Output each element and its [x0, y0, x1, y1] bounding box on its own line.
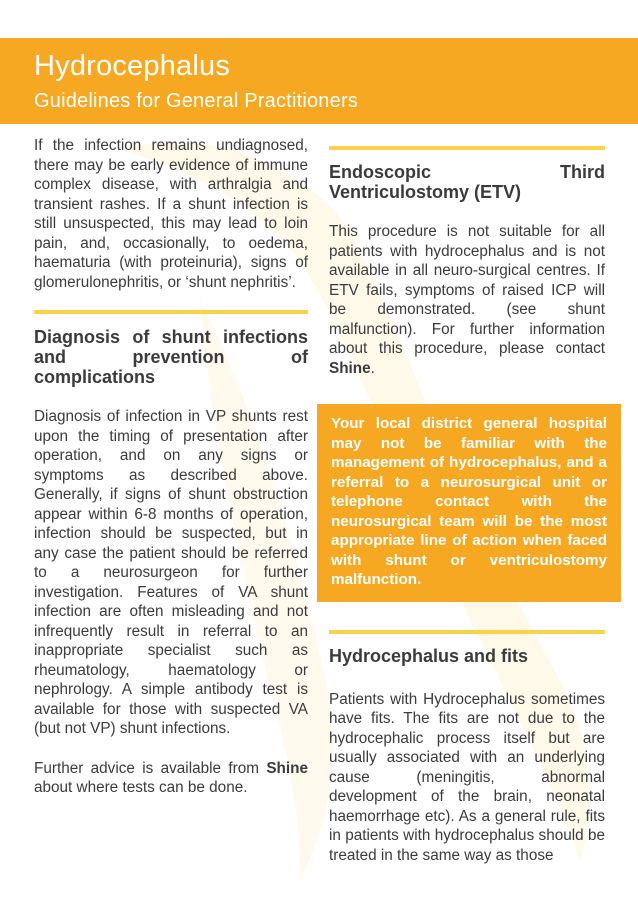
- referral-callout: Your local district general hospital may not be familiar with the management of hydrocephalus, and a referral to a neurosurgical unit or telephone contact with the neurosurgical team will be the most appropriate line of action when faced with shunt or ventriculostomy malfunction.: [317, 404, 621, 602]
- etv-text-end: .: [370, 359, 375, 377]
- fits-heading: Hydrocephalus and fits: [329, 645, 529, 666]
- diagnosis-heading: Diagnosis of shunt infections and prevention of complications: [34, 327, 308, 387]
- etv-text: This procedure is not suitable for all patients with hydrocephalus and is not available in all neuro-surgical centres. If ETV fails, symptoms of raised ICP will be demonstrated. (see shunt malfunction). For further information about this procedure, please contact: [329, 223, 605, 357]
- section-divider: [329, 146, 605, 150]
- shine-link[interactable]: Shine: [266, 759, 308, 777]
- page-title: Hydrocephalus: [34, 50, 231, 82]
- shine-link[interactable]: Shine: [329, 359, 371, 377]
- section-divider: [329, 630, 605, 634]
- left-column: [34, 136, 308, 798]
- etv-paragraph: [329, 222, 605, 378]
- diagnosis-paragraph: Diagnosis of infection in VP shunts rest upon the timing of presentation after operation, and on any signs or symptoms as described above. Generally, if signs of shunt obstruction appear within 6-8 months of operation, infection should be suspected, but in any case the patient should be referred to a neurosurgeon for further investigation. Features of VA shunt infection are often misleading and not infrequently result in referral to an inappropriate specialist such as rheumatology, haematology or nephrology. A simple antibody test is available for those with suspected VA (but not VP) shunt infections.: [34, 408, 308, 737]
- fits-paragraph: Patients with Hydrocephalus sometimes have fits. The fits are not due to the hydrocephalic process itself but are usually associated with an underlying cause (meningitis, abnormal development of the brain, neonatal haemorrhage etc). As a general rule, fits in patients with hydrocephalus should be treated in the same way as those: [329, 690, 605, 864]
- page-header: [0, 38, 638, 124]
- infection-intro-paragraph: If the infection remains undiagnosed, there may be early evidence of immune complex disease, with arthralgia and transient rashes. If a shunt infection is still unsuspected, this may lead to loin pain, and, occasionally, to oedema, haematuria (with proteinuria), signs of glomerulonephritis, or ‘shunt nephritis’.: [34, 137, 308, 291]
- page-subtitle: Guidelines for General Practitioners: [34, 90, 359, 112]
- section-divider: [34, 310, 308, 314]
- advice-paragraph: [34, 759, 308, 798]
- right-column: [329, 136, 605, 865]
- advice-text: Further advice is available from: [34, 759, 259, 777]
- etv-heading: Endoscopic Third Ventriculostomy (ETV): [329, 162, 605, 202]
- advice-text-end: about where tests can be done.: [34, 779, 248, 796]
